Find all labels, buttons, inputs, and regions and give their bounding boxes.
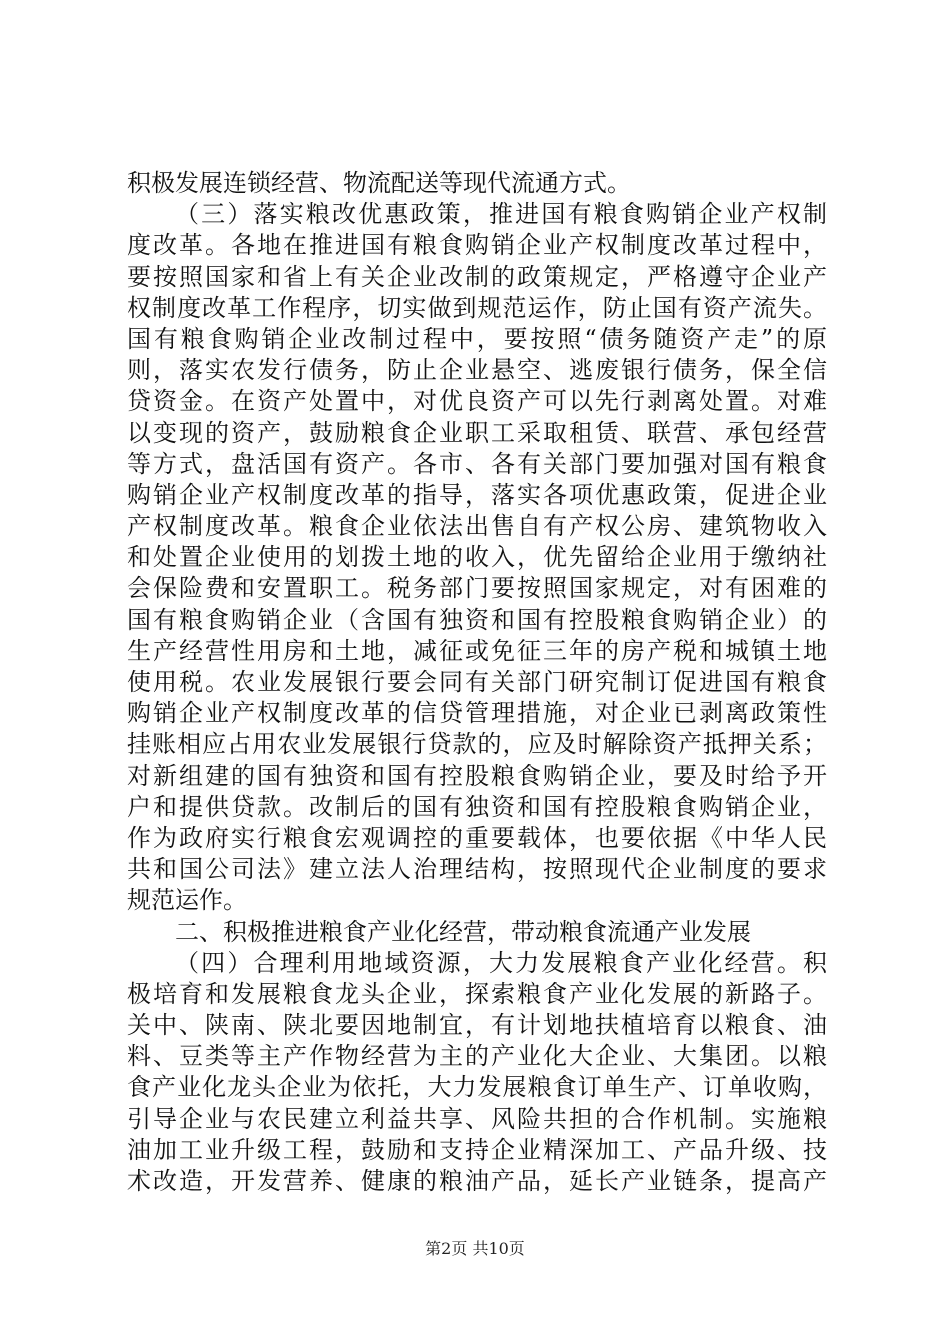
text-line: 等方式，盘活国有资产。各市、各有关部门要加强对国有粮食 (127, 449, 827, 478)
page-footer: 第2页 共10页 (425, 1239, 525, 1258)
text-line: 则，落实农发行债务，防止企业悬空、逃废银行债务，保全信 (127, 356, 827, 385)
text-line: 术改造，开发营养、健康的粮油产品，延长产业链条，提高产 (127, 1167, 827, 1195)
text-line: 会保险费和安置职工。税务部门要按照国家规定，对有困难的 (127, 574, 827, 603)
text-line: 度改革。各地在推进国有粮食购销企业产权制度改革过程中， (127, 231, 827, 260)
text-line: 油加工业升级工程，鼓励和支持企业精深加工、产品升级、技 (127, 1135, 827, 1164)
text-line: 料、豆类等主产作物经营为主的产业化大企业、大集团。以粮 (127, 1042, 827, 1071)
text-line: 国有粮食购销企业（含国有独资和国有控股粮食购销企业）的 (127, 605, 827, 634)
text-line: 和处置企业使用的划拨土地的收入，优先留给企业用于缴纳社 (127, 543, 827, 572)
text-line: 购销企业产权制度改革的信贷管理措施，对企业已剥离政策性 (127, 699, 827, 728)
text-line: （三）落实粮改优惠政策，推进国有粮食购销企业产权制 (175, 200, 827, 229)
text-line: 国有粮食购销企业改制过程中，要按照“债务随资产走”的原 (127, 324, 827, 353)
text-line: 使用税。农业发展银行要会同有关部门研究制订促进国有粮食 (127, 668, 827, 696)
text-line: 规范运作。 (127, 886, 247, 915)
text-line: 二、积极推进粮食产业化经营，带动粮食流通产业发展 (175, 917, 751, 946)
text-line: 挂账相应占用农业发展银行贷款的，应及时解除资产抵押关系； (127, 730, 827, 759)
text-line: 购销企业产权制度改革的指导，落实各项优惠政策，促进企业 (127, 480, 827, 509)
text-line: （四）合理利用地域资源，大力发展粮食产业化经营。积 (175, 948, 827, 977)
text-line: 共和国公司法》建立法人治理结构，按照现代企业制度的要求 (127, 855, 827, 884)
text-line: 要按照国家和省上有关企业改制的政策规定，严格遵守企业产 (127, 262, 827, 291)
text-line: 对新组建的国有独资和国有控股粮食购销企业，要及时给予开 (127, 761, 827, 790)
text-line: 关中、陕南、陕北要因地制宜，有计划地扶植培育以粮食、油 (127, 1011, 827, 1040)
text-line: 贷资金。在资产处置中，对优良资产可以先行剥离处置。对难 (127, 387, 827, 416)
body-text (127, 168, 827, 1197)
text-line: 食产业化龙头企业为依托，大力发展粮食订单生产、订单收购， (127, 1073, 827, 1102)
text-line: 积极发展连锁经营、物流配送等现代流通方式。 (127, 169, 631, 197)
text-line: 产权制度改革。粮食企业依法出售自有产权公房、建筑物收入 (127, 512, 827, 541)
text-line: 引导企业与农民建立利益共享、风险共担的合作机制。实施粮 (127, 1104, 827, 1133)
text-line: 以变现的资产，鼓励粮食企业职工采取租赁、联营、承包经营 (127, 418, 827, 447)
text-line: 户和提供贷款。改制后的国有独资和国有控股粮食购销企业， (127, 792, 827, 821)
text-line: 权制度改革工作程序，切实做到规范运作，防止国有资产流失。 (127, 293, 827, 322)
text-line: 极培育和发展粮食龙头企业，探索粮食产业化发展的新路子。 (127, 979, 827, 1008)
text-line: 生产经营性用房和土地，减征或免征三年的房产税和城镇土地 (127, 636, 827, 665)
text-line: 作为政府实行粮食宏观调控的重要载体，也要依据《中华人民 (127, 823, 827, 852)
